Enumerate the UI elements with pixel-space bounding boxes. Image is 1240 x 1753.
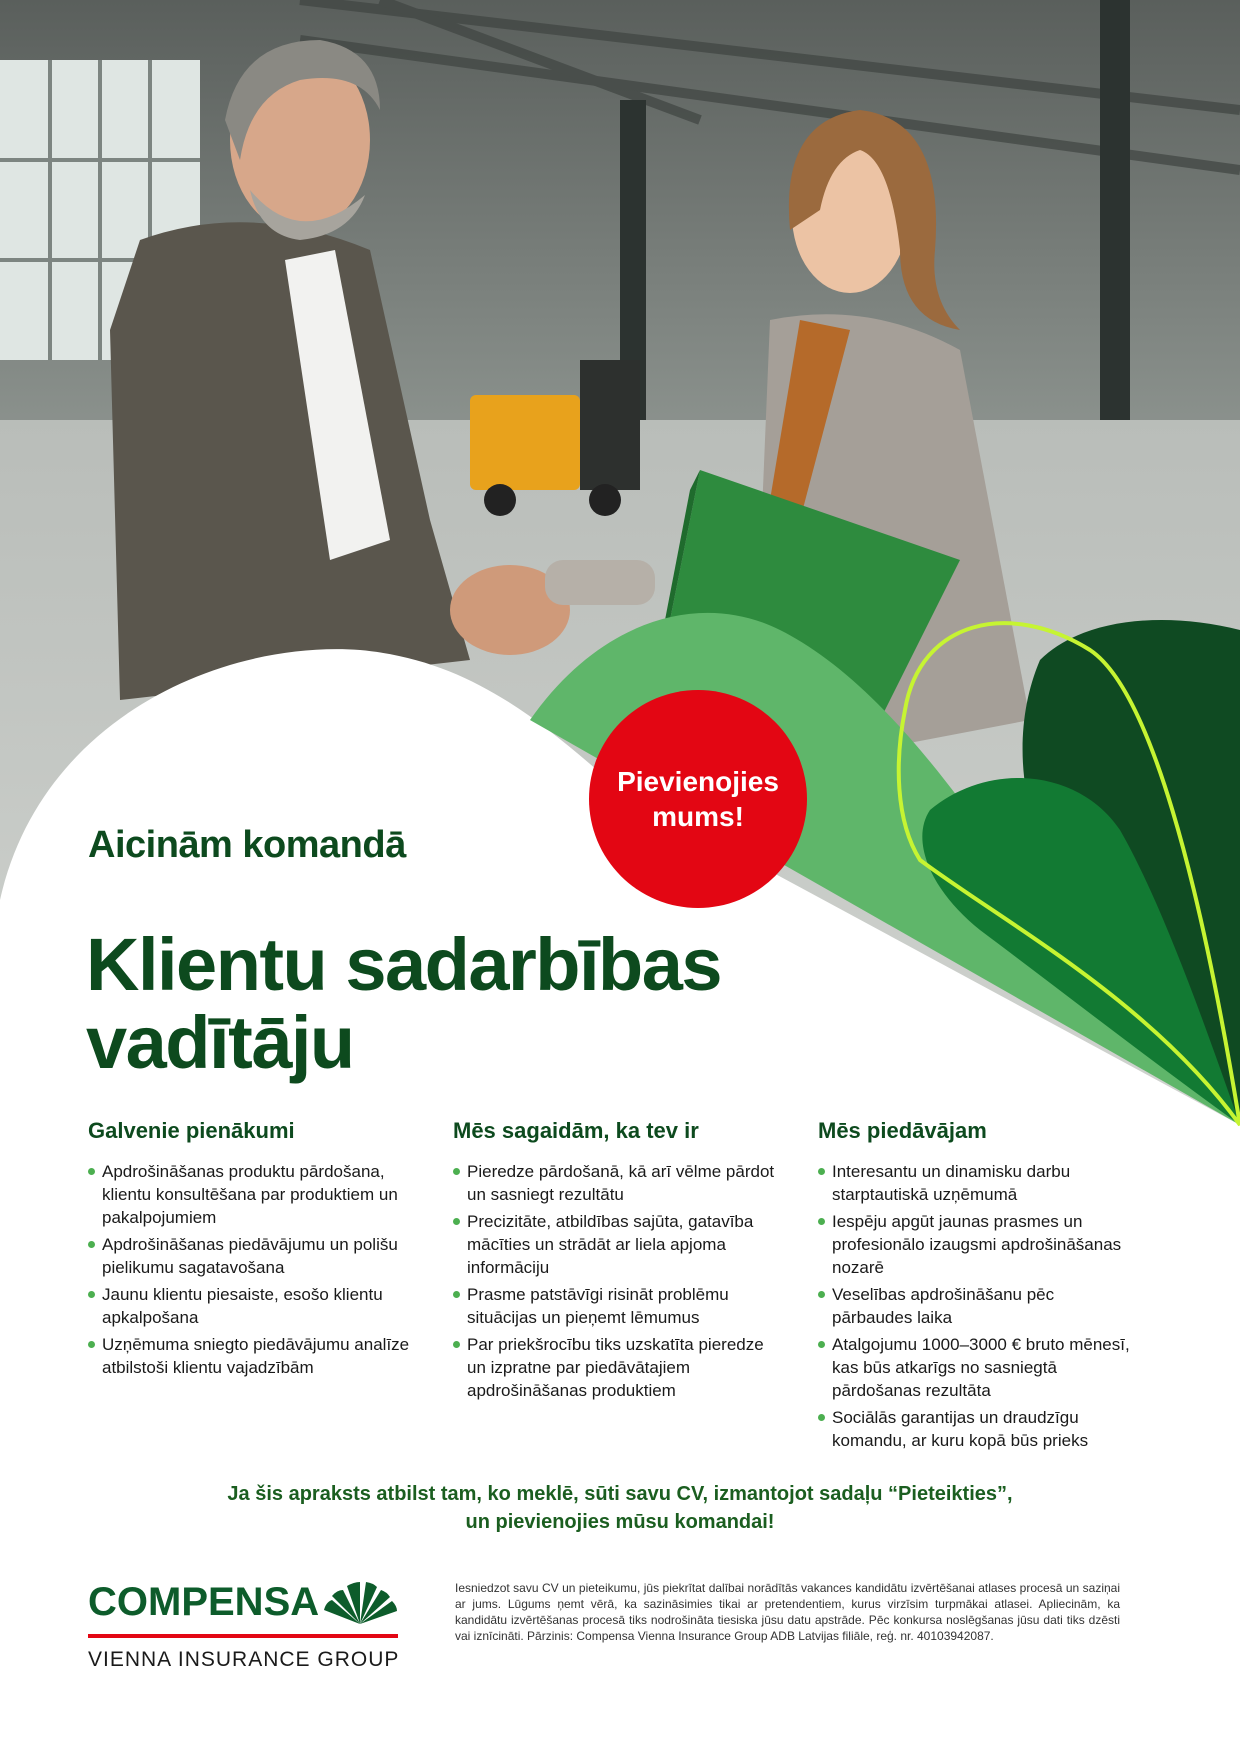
list-item: Apdrošināšanas piedāvājumu un polišu pielikumu sagatavošana: [88, 1233, 418, 1279]
column-offer: [818, 1118, 1138, 1456]
logo-group-name: VIENNA INSURANCE GROUP: [88, 1648, 400, 1671]
column-title: Mēs piedāvājam: [818, 1118, 987, 1143]
logo-fan-icon: [320, 1580, 400, 1626]
eyebrow-heading: Aicinām komandā: [88, 824, 406, 866]
compensa-logo: [88, 1580, 408, 1680]
list-item: Veselības apdrošināšanu pēc pārbaudes laika: [818, 1283, 1138, 1329]
column-title: Mēs sagaidām, ka tev ir: [453, 1118, 699, 1143]
list-item: Sociālās garantijas un draudzīgu komandu, ar kuru kopā būs prieks: [818, 1406, 1138, 1452]
list-item: Iespēju apgūt jaunas prasmes un profesionālo izaugsmi apdrošināšanas nozarē: [818, 1210, 1138, 1279]
column-title: Galvenie pienākumi: [88, 1118, 295, 1143]
list-item: Uzņēmuma sniegto piedāvājumu analīze atbilstoši klientu vajadzībām: [88, 1333, 418, 1379]
list-item: Atalgojumu 1000–3000 € bruto mēnesī, kas būs atkarīgs no sasniegtā pārdošanas rezultāta: [818, 1333, 1138, 1402]
list-item: Pieredze pārdošanā, kā arī vēlme pārdot un sasniegt rezultātu: [453, 1160, 783, 1206]
cta-line-2: un pievienojies mūsu komandai!: [465, 1511, 775, 1533]
list-item: Par priekšrocību tiks uzskatīta pieredze un izpratne par piedāvātajiem apdrošināšanas produktiem: [453, 1333, 783, 1402]
list-item: Apdrošināšanas produktu pārdošana, klientu konsultēšana par produktiem un pakalpojumiem: [88, 1160, 418, 1229]
call-to-action: [0, 1480, 1240, 1536]
list-item: Jaunu klientu piesaiste, esošo klientu apkalpošana: [88, 1283, 418, 1329]
logo-red-rule: [88, 1634, 398, 1638]
column-requirements: [453, 1118, 783, 1406]
join-us-badge: [589, 690, 807, 908]
cta-line-1: Ja šis apraksts atbilst tam, ko meklē, sūti savu CV, izmantojot sadaļu “Pieteikties”,: [227, 1483, 1013, 1505]
list-item: Interesantu un dinamisku darbu starptautiskā uzņēmumā: [818, 1160, 1138, 1206]
job-title: Klientu sadarbības vadītāju: [86, 923, 722, 1084]
badge-text: Pievienojies mums!: [617, 766, 779, 832]
legal-notice: Iesniedzot savu CV un pieteikumu, jūs piekrītat dalībai norādītās vakances kandidātu izvērtēšanai atlases procesā un saziņai ar jums. Lūgums ņemt vērā, ka sazināsimies tikai ar pretendentiem, kurus virzīsim turpmākai atlasei. Apliecinām, ka kandidātu izvērtēšanas procesā tiks nodrošināta tiesiska jūsu datu apstrāde. Pēc konkursa noslēgšanas jūsu dati tiks dzēsti vai iznīcināti. Pārzinis: Compensa Vienna Insurance Group ADB Latvijas filiāle, reģ. nr. 40103942087.: [455, 1581, 1120, 1643]
column-responsibilities: [88, 1118, 418, 1383]
logo-wordmark: COMPENSA: [88, 1580, 320, 1624]
list-item: Precizitāte, atbildības sajūta, gatavība mācīties un strādāt ar liela apjoma informāciju: [453, 1210, 783, 1279]
list-item: Prasme patstāvīgi risināt problēmu situācijas un pieņemt lēmumus: [453, 1283, 783, 1329]
